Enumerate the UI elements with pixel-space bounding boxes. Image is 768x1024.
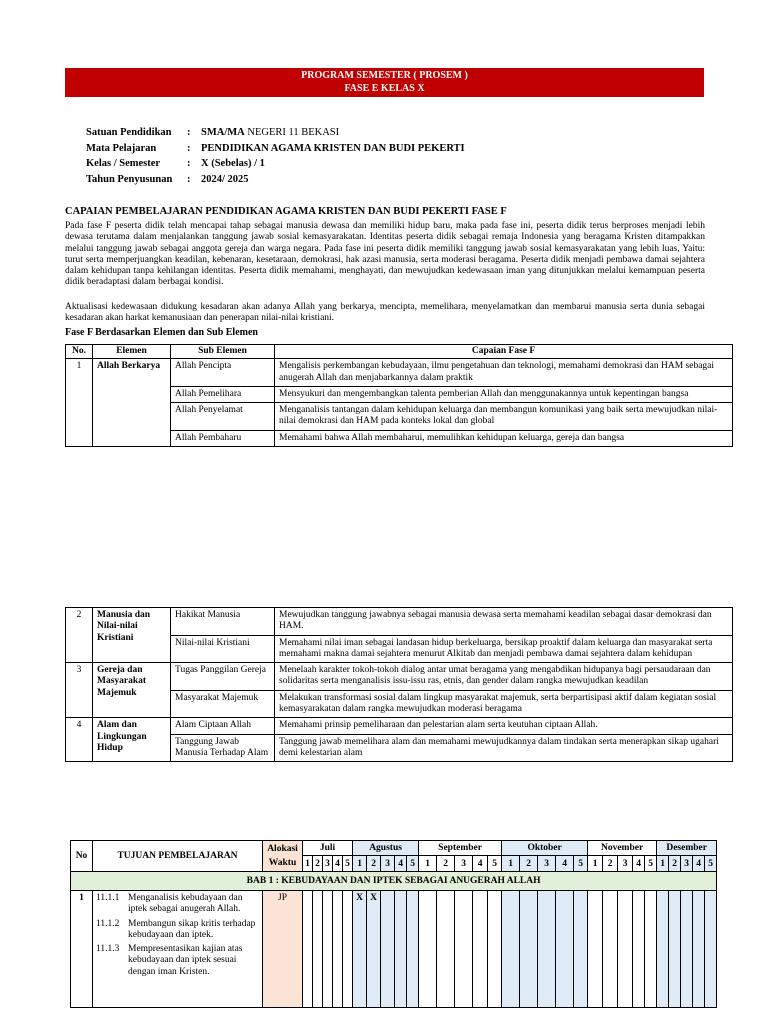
sub-elemen: Hakikat Manusia xyxy=(171,608,275,636)
week-cell xyxy=(618,891,633,1008)
identity-value-bold: PENDIDIKAN AGAMA KRISTEN DAN BUDI PEKERTI xyxy=(201,142,465,154)
tp-no: 1 xyxy=(71,891,93,1008)
sub-elemen: Tugas Panggilan Gereja xyxy=(171,663,275,691)
week-cell: X xyxy=(353,891,367,1008)
week-header: 2 xyxy=(520,856,538,872)
week-header: 4 xyxy=(556,856,574,872)
week-header: 3 xyxy=(538,856,556,872)
identity-label: Kelas / Semester xyxy=(86,158,161,169)
capaian-cell: Menelaah karakter tokoh-tokoh dialog antar umat beragama yang mengabdikan hidupanya bagi persaudaraan dan solidaritas serta menganalisis issu-issu ras, etnis, dan gender dalam rangka mewujudkan keadilan xyxy=(275,663,733,691)
week-cell: X xyxy=(367,891,381,1008)
week-header: 1 xyxy=(303,856,313,872)
week-header: 3 xyxy=(323,856,333,872)
week-cell xyxy=(556,891,574,1008)
week-cell xyxy=(343,891,353,1008)
capaian-cell: Memahami nilai iman sebagai landasan hidup berkeluarga, bersikap proaktif dalam keluarga dan masyarakat serta memahami makna damai sejahtera menurut Alkitab dan menjadi pembawa damai sejahtera dalam kehidupan xyxy=(275,635,733,663)
sub-elemen: Allah Penyelamat xyxy=(171,403,275,431)
month-header: November xyxy=(588,841,657,856)
week-cell xyxy=(538,891,556,1008)
identity-value-bold: X (Sebelas) / 1 xyxy=(201,158,265,169)
capaian-cell: Memahami prinsip pemeliharaan dan pelestarian alam serta keutuhan ciptaan Allah. xyxy=(275,718,733,734)
week-header: 4 xyxy=(473,856,488,872)
week-cell xyxy=(395,891,407,1008)
header-alokasi: Alokasi Waktu xyxy=(263,841,303,872)
header-sub-elemen: Sub Elemen xyxy=(171,345,275,359)
week-cell xyxy=(633,891,645,1008)
week-header: 1 xyxy=(353,856,367,872)
week-header: 3 xyxy=(381,856,395,872)
week-cell xyxy=(603,891,618,1008)
month-header: Agustus xyxy=(353,841,419,856)
elemen-no: 2 xyxy=(66,608,93,663)
week-cell xyxy=(455,891,473,1008)
identity-value-bold: 2024/ 2025 xyxy=(201,173,249,185)
month-header: Desember xyxy=(657,841,717,856)
tp-alokasi: JP xyxy=(263,891,303,1008)
week-cell xyxy=(303,891,313,1008)
identity-label: Mata Pelajaran xyxy=(86,142,157,154)
elemen-name: Allah Berkarya xyxy=(93,359,171,447)
list-item xyxy=(96,919,259,942)
month-header: September xyxy=(419,841,502,856)
capaian-paragraph-1: Pada fase F peserta didik telah mencapai tahap sebagai manusia dewasa dan memiliki hidup baru, maka pada fase ini, peserta didik terus berproses menjadi lebih dewasa terutama dalam menjalankan tanggung jawab sosial kemasyarakatan. Identitas peserta didik sebagai remaja Indonesia yang beragama Kristen ditampakkan melalui tanggung jawab sebagai anggota gereja dan warga negara. Pada fase ini peserta didik memiliki tanggung jawab sosial kemasyarakatan yang lebih luas, Yaitu: turut serta memperjuangkan keadilan, kebenaran, kesetaraan, demokrasi, hak azasi manusia, serta moderasi beragama. Peserta didik menjadi pembawa damai sejahtera dalam kehidupan tanpa kehilangan identitas. Peserta didik memahami, menghayati, dan mewujudkan kedewasaan iman yang ditunjukkan melalui kemampuan peserta didik beradaptasi dalam berbagai kondisi. xyxy=(65,221,705,288)
tujuan-pembelajaran-table xyxy=(70,840,717,1008)
tp-code: 11.1.2 xyxy=(96,918,120,929)
week-header: 1 xyxy=(419,856,437,872)
header-no: No. xyxy=(66,345,93,359)
identity-value xyxy=(201,127,465,143)
capaian-cell: Menganalisis tantangan dalam kehidupan keluarga dan membangun komunikasi yang baik serta mewujudkan nilai-nilai demokrasi dan HAM pada konteks lokal dan global xyxy=(275,403,733,431)
week-header: 2 xyxy=(313,856,323,872)
week-cell xyxy=(681,891,693,1008)
header-no-tp: No xyxy=(71,841,93,872)
fase-title: Fase F Berdasarkan Elemen dan Sub Elemen xyxy=(65,327,258,338)
month-header: Oktober xyxy=(502,841,588,856)
week-header: 5 xyxy=(407,856,419,872)
week-header: 4 xyxy=(633,856,645,872)
week-cell xyxy=(520,891,538,1008)
identity-colon: : xyxy=(187,142,191,154)
tp-code: 11.1.3 xyxy=(96,944,120,955)
sub-elemen: Allah Pemelihara xyxy=(171,386,275,402)
identity-row xyxy=(86,127,465,143)
week-cell xyxy=(419,891,437,1008)
title-line-1: PROGRAM SEMESTER ( PROSEM ) xyxy=(301,70,468,81)
elemen-name: Manusia dan Nilai-nilai Kristiani xyxy=(93,608,171,663)
tp-text: Membangun sikap kritis terhadap kebudayaan dan iptek. xyxy=(128,918,256,940)
elemen-name: Alam dan Lingkungan Hidup xyxy=(93,718,171,762)
bab-title: BAB 1 : KEBUDAYAAN DAN IPTEK SEBAGAI ANUGERAH ALLAH xyxy=(71,872,717,891)
header-capaian: Capaian Fase F xyxy=(275,345,733,359)
week-header: 4 xyxy=(333,856,343,872)
month-header: Juli xyxy=(303,841,353,856)
table-row xyxy=(66,663,733,691)
week-header: 3 xyxy=(455,856,473,872)
tp-text: Mempresentasikan kajian atas kebudayaan dan iptek sesuai dengan iman Kristen. xyxy=(128,944,243,977)
sub-elemen: Nilai-nilai Kristiani xyxy=(171,635,275,663)
week-header: 3 xyxy=(618,856,633,872)
week-cell xyxy=(693,891,705,1008)
week-header: 2 xyxy=(669,856,681,872)
week-cell xyxy=(488,891,502,1008)
identity-value xyxy=(201,158,465,174)
header-elemen: Elemen xyxy=(93,345,171,359)
identity-value xyxy=(201,174,465,190)
identity-value-bold: SMA/MA xyxy=(201,127,245,138)
table-row xyxy=(66,718,733,734)
week-cell xyxy=(473,891,488,1008)
elemen-name: Gereja dan Masyarakat Majemuk xyxy=(93,663,171,718)
week-cell xyxy=(705,891,717,1008)
table-row xyxy=(66,359,733,387)
identity-block xyxy=(86,127,465,189)
capaian-cell: Melakukan transformasi sosial dalam lingkup masyarakat majemuk, serta berpartisipasi aktif dalam kegiatan sosial kemasyarakatan dalam rangka mewujudkan moderasi beragama xyxy=(275,690,733,718)
sub-elemen: Masyarakat Majemuk xyxy=(171,690,275,718)
identity-row xyxy=(86,174,465,190)
identity-colon: : xyxy=(187,158,191,169)
header-tujuan: TUJUAN PEMBELAJARAN xyxy=(93,841,263,872)
identity-row xyxy=(86,158,465,174)
week-header: 1 xyxy=(502,856,520,872)
week-cell xyxy=(333,891,343,1008)
tp-code: 11.1.1 xyxy=(96,893,120,903)
identity-value-normal: NEGERI 11 BEKASI xyxy=(244,127,340,138)
week-header: 1 xyxy=(657,856,669,872)
list-item xyxy=(96,893,259,916)
week-header: 5 xyxy=(488,856,502,872)
week-header: 5 xyxy=(574,856,588,872)
week-cell xyxy=(381,891,395,1008)
identity-colon: : xyxy=(187,127,191,138)
elemen-table-part-2 xyxy=(65,607,733,762)
week-cell xyxy=(407,891,419,1008)
week-cell xyxy=(588,891,603,1008)
week-header: 2 xyxy=(367,856,381,872)
identity-colon: : xyxy=(187,173,191,185)
capaian-cell: Tanggung jawab memelihara alam dan memahami mewujudkannya dalam tindakan serta menerapkan sikap ugahari demi kelestarian alam xyxy=(275,734,733,762)
week-header: 5 xyxy=(343,856,353,872)
capaian-cell: Memahami bahwa Allah membaharui, memulihkan kehidupan keluarga, gereja dan bangsa xyxy=(275,430,733,446)
week-cell xyxy=(669,891,681,1008)
week-cell xyxy=(437,891,455,1008)
title-banner xyxy=(65,68,704,97)
tp-text: Menganalisis kebudayaan dan iptek sebagai anugerah Allah. xyxy=(128,893,243,915)
capaian-title: CAPAIAN PEMBELAJARAN PENDIDIKAN AGAMA KRISTEN DAN BUDI PEKERTI FASE F xyxy=(65,206,507,217)
identity-label: Satuan Pendidikan xyxy=(86,127,172,138)
week-header: 2 xyxy=(437,856,455,872)
week-cell xyxy=(657,891,669,1008)
identity-row xyxy=(86,143,465,159)
week-header: 5 xyxy=(645,856,657,872)
elemen-no: 1 xyxy=(66,359,93,447)
week-header: 5 xyxy=(705,856,717,872)
capaian-cell: Mengalisis perkembangan kebudayaan, ilmu pengetahuan dan teknologi, memahami demokrasi dan HAM sebagai anugerah Allah dan menjabarkannya dalam praktik xyxy=(275,359,733,387)
identity-label: Tahun Penyusunan xyxy=(86,173,173,185)
week-cell xyxy=(313,891,323,1008)
week-cell xyxy=(645,891,657,1008)
sub-elemen: Allah Pencipta xyxy=(171,359,275,387)
elemen-no: 3 xyxy=(66,663,93,718)
week-cell xyxy=(502,891,520,1008)
elemen-no: 4 xyxy=(66,718,93,762)
tp-items xyxy=(93,891,263,1008)
sub-elemen: Tanggung Jawab Manusia Terhadap Alam xyxy=(171,734,275,762)
week-header: 2 xyxy=(603,856,618,872)
week-header: 1 xyxy=(588,856,603,872)
table-row xyxy=(66,608,733,636)
elemen-table-part-1 xyxy=(65,344,733,447)
sub-elemen: Alam Ciptaan Allah xyxy=(171,718,275,734)
list-item xyxy=(96,944,259,978)
title-line-2: FASE E KELAS X xyxy=(344,83,425,94)
capaian-paragraph-2: Aktualisasi kedewasaan didukung kesadaran akan adanya Allah yang berkarya, mencipta, memelihara, menyelamatkan dan membarui manusia serta dunia sebagai kesadaran akan harkat kemanusiaan dan penerapan nilai-nilai kristiani. xyxy=(65,302,705,324)
week-header: 4 xyxy=(693,856,705,872)
capaian-cell: Mewujudkan tanggung jawabnya sebagai manusia dewasa serta memahami keadilan sebagai dasar demokrasi dan HAM. xyxy=(275,608,733,636)
week-cell xyxy=(574,891,588,1008)
capaian-cell: Mensyukuri dan mengembangkan talenta pemberian Allah dan menggunakannya untuk kepentingan bangsa xyxy=(275,386,733,402)
week-header: 4 xyxy=(395,856,407,872)
week-cell xyxy=(323,891,333,1008)
table-row xyxy=(71,891,717,1008)
identity-value xyxy=(201,143,465,159)
sub-elemen: Allah Pembaharu xyxy=(171,430,275,446)
week-header: 3 xyxy=(681,856,693,872)
